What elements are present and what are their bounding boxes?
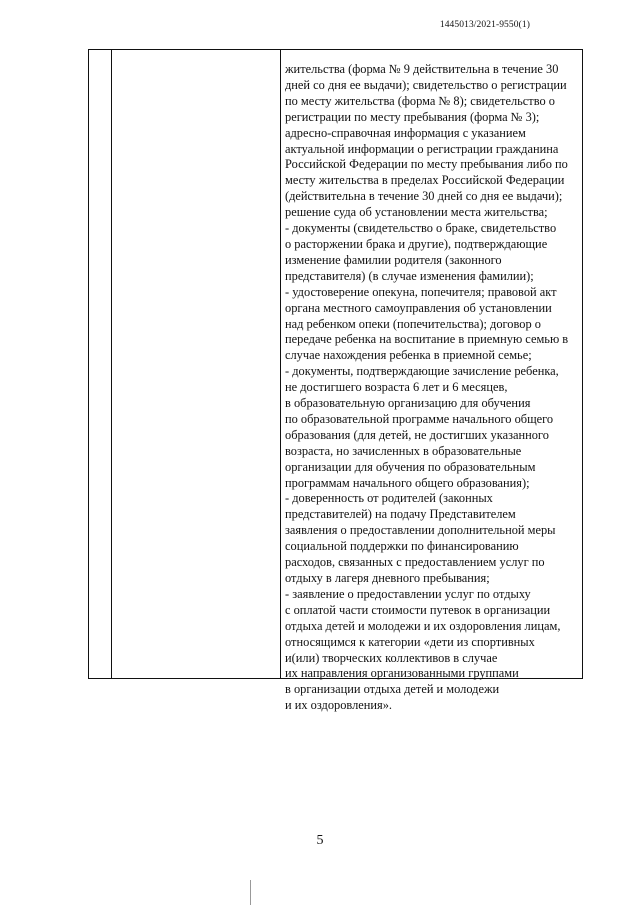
text-line: заявления о предоставлении дополнительной меры	[285, 523, 556, 538]
text-line: и их оздоровления».	[285, 698, 393, 713]
requirements-table	[88, 49, 583, 713]
text-line: жительства (форма № 9 действительна в течение 30	[285, 62, 559, 76]
text-line: с оплатой части стоимости путевок в организации	[285, 602, 551, 617]
text-line: - заявление о предоставлении услуг по отдыху	[285, 586, 531, 601]
text-line: о расторжении брака и другие), подтверждающие	[285, 236, 548, 251]
text-line: - документы, подтверждающие зачисление ребенка,	[285, 364, 559, 379]
text-line: органа местного самоуправления об установлении	[285, 300, 552, 315]
text-line: отдыху в лагеря дневного пребывания;	[285, 571, 490, 585]
text-line: - удостоверение опекуна, попечителя; правовой акт	[285, 284, 557, 299]
text-line: изменение фамилии родителя (законного	[285, 252, 502, 267]
text-line: актуальной информации о регистрации гражданина	[285, 141, 559, 156]
text-line: относящимся к категории «дети из спортивных	[285, 634, 535, 649]
text-line: случае нахождения ребенка в приемной семье;	[285, 348, 532, 363]
documents-text-cell	[285, 62, 581, 714]
text-line: решение суда об установлении места жительства;	[285, 205, 548, 220]
text-line: расходов, связанных с предоставлением услуг по	[285, 555, 545, 570]
text-line: Российской Федерации по месту пребывания либо по	[285, 157, 568, 172]
text-line: организации для обучения по образовательным	[285, 459, 536, 474]
text-line: - доверенность от родителей (законных	[285, 491, 493, 506]
text-line: по образовательной программе начального общего	[285, 411, 554, 426]
text-line: адресно-справочная информация с указанием	[285, 125, 526, 140]
text-line: передаче ребенка на воспитание в приемную семью в	[285, 332, 569, 347]
document-id: 1445013/2021-9550(1)	[439, 20, 530, 30]
text-line: социальной поддержки по финансированию	[285, 539, 519, 554]
column-divider-2	[280, 50, 281, 678]
text-line: (действительна в течение 30 дней со дня ее выдачи);	[285, 189, 563, 204]
text-line: дней со дня ее выдачи); свидетельство о регистрации	[285, 77, 567, 92]
text-line: регистрации по месту пребывания (форма № 3);	[285, 109, 540, 124]
text-line: возраста, но зачисленных в образовательные	[285, 443, 522, 458]
text-line: не достигшего возраста 6 лет и 6 месяцев,	[285, 380, 508, 395]
text-line: в образовательную организацию для обучения	[285, 396, 531, 411]
text-line: представителей) на подачу Представителем	[285, 507, 516, 522]
scan-edge-mark	[250, 880, 251, 905]
text-line: программам начального общего образования);	[285, 475, 530, 490]
text-line: по месту жительства (форма № 8); свидетельство о	[285, 93, 555, 108]
column-divider-1	[111, 50, 112, 678]
page-number: 5	[316, 833, 324, 848]
text-line: представителя) (в случае изменения фамилии);	[285, 268, 534, 283]
text-line: в организации отдыха детей и молодежи	[285, 682, 500, 697]
text-line: отдыха детей и молодежи и их оздоровления лицам,	[285, 618, 561, 633]
text-line: образования (для детей, не достигших указанного	[285, 427, 549, 442]
text-line: - документы (свидетельство о браке, свидетельство	[285, 221, 557, 236]
text-line: месту жительства в пределах Российской Федерации	[285, 173, 565, 188]
text-line: и(или) творческих коллективов в случае	[285, 650, 498, 665]
text-line: над ребенком опеки (попечительства); договор о	[285, 316, 541, 331]
text-line: их направления организованными группами	[285, 666, 519, 681]
